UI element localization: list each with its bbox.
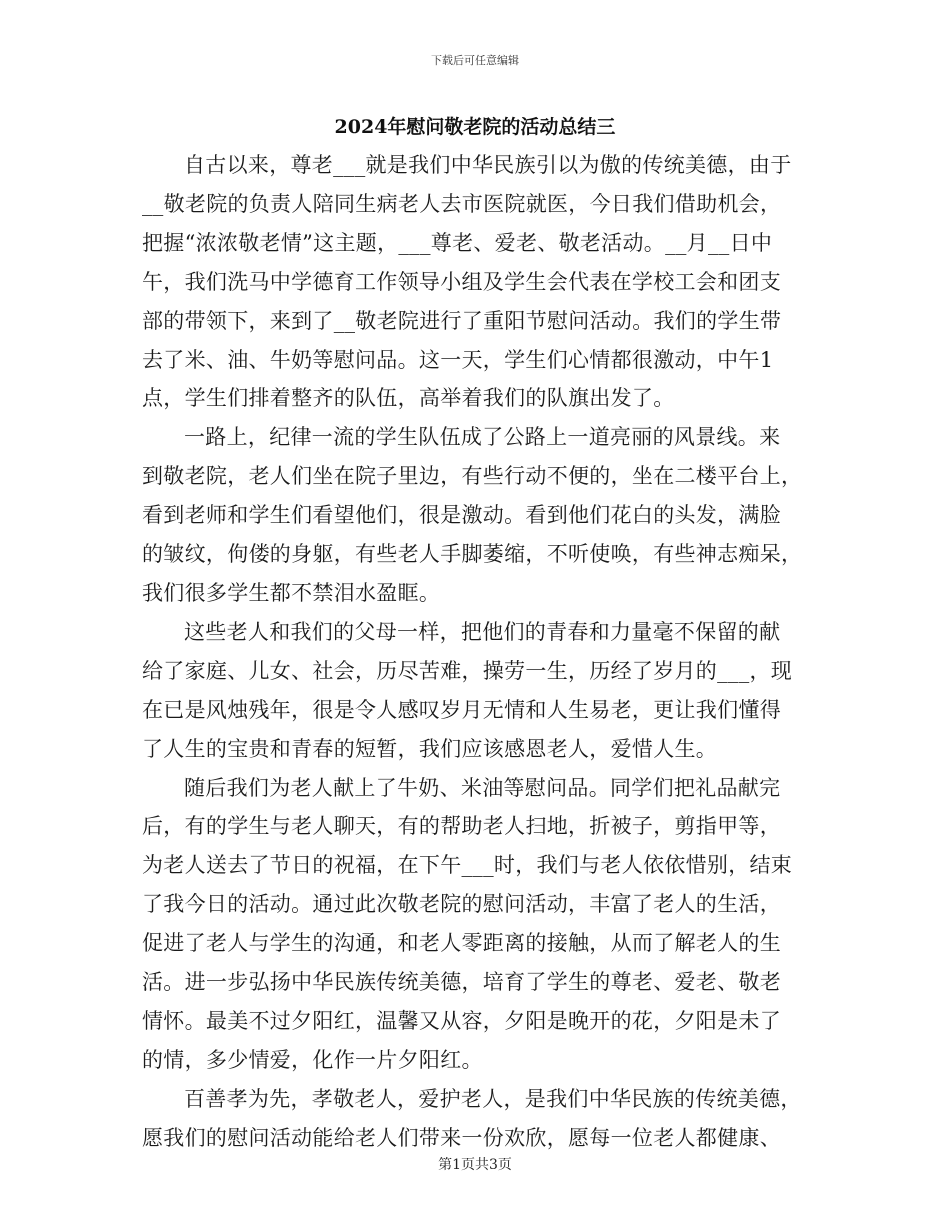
text-line: 午，我们洗马中学德育工作领导小组及学生会代表在学校工会和团支 — [142, 269, 781, 294]
document-title: 2024年慰问敬老院的活动总结三 — [334, 116, 616, 138]
paragraph-2 — [142, 418, 810, 613]
text-line: 看到老师和学生们看望他们，很是激动。看到他们花白的头发，满脸 — [142, 503, 781, 528]
text-line: 为老人送去了节日的祝福，在下午___时，我们与老人依依惜别，结束 — [142, 853, 793, 878]
text-line: 百善孝为先，孝敬老人，爱护老人，是我们中华民族的传统美德， — [184, 1086, 802, 1111]
text-line: 在已是风烛残年，很是令人感叹岁月无情和人生易老，更让我们懂得 — [142, 697, 781, 722]
text-line: 情怀。最美不过夕阳红，温馨又从容，夕阳是晚开的花，夕阳是未了 — [142, 1008, 781, 1033]
text-line: 了我今日的活动。通过此次敬老院的慰问活动，丰富了老人的生活， — [142, 892, 781, 917]
text-line: 活。进一步弘扬中华民族传统美德，培育了学生的尊老、爱老、敬老 — [142, 970, 781, 995]
paragraph-5 — [142, 1080, 810, 1158]
text-line: 促进了老人与学生的沟通，和老人零距离的接触，从而了解老人的生 — [142, 931, 781, 956]
paragraph-4 — [142, 769, 810, 1080]
text-line: 自古以来，尊老___就是我们中华民族引以为傲的传统美德，由于 — [184, 153, 792, 177]
text-line: 了人生的宝贵和青春的短暂，我们应该感恩老人，爱惜人生。 — [142, 736, 718, 761]
text-line: 去了米、油、牛奶等慰问品。这一天，学生们心情都很激动，中午1 — [142, 347, 774, 372]
page-footer: 第1页共3页 — [438, 1157, 512, 1173]
text-line: 给了家庭、儿女、社会，历尽苦难，操劳一生，历经了岁月的___，现 — [142, 658, 793, 683]
document-body — [142, 146, 810, 1158]
text-line: 点，学生们排着整齐的队伍，高举着我们的队旗出发了。 — [142, 386, 675, 411]
text-line: 把握“浓浓敬老情”这主题，___尊老、爱老、敬老活动。__月__日中 — [142, 230, 773, 255]
paragraph-1 — [142, 146, 810, 418]
text-line: 一路上，纪律一流的学生队伍成了公路上一道亮丽的风景线。来 — [184, 425, 781, 450]
text-line: 随后我们为老人献上了牛奶、米油等慰问品。同学们把礼品献完 — [184, 775, 781, 800]
header-note: 下载后可任意编辑 — [431, 54, 519, 67]
text-line: 愿我们的慰问活动能给老人们带来一份欢欣，愿每一位老人都健康、 — [142, 1125, 781, 1150]
text-line: 后，有的学生与老人聊天，有的帮助老人扫地，折被子，剪指甲等， — [142, 814, 781, 839]
text-line: 到敬老院，老人们坐在院子里边，有些行动不便的，坐在二楼平台上， — [142, 464, 803, 489]
text-line: 这些老人和我们的父母一样，把他们的青春和力量毫不保留的献 — [184, 619, 781, 644]
paragraph-3 — [142, 613, 810, 769]
text-line: 的情，多少情爱，化作一片夕阳红。 — [142, 1047, 483, 1072]
text-line: 部的带领下，来到了__敬老院进行了重阳节慰问活动。我们的学生带 — [142, 308, 782, 333]
text-line: 的皱纹，佝偻的身躯，有些老人手脚萎缩，不听使唤，有些神志痴呆， — [142, 542, 803, 567]
text-line: 我们很多学生都不禁泪水盈眶。 — [142, 580, 441, 605]
text-line: __敬老院的负责人陪同生病老人去市医院就医，今日我们借助机会， — [142, 191, 782, 216]
